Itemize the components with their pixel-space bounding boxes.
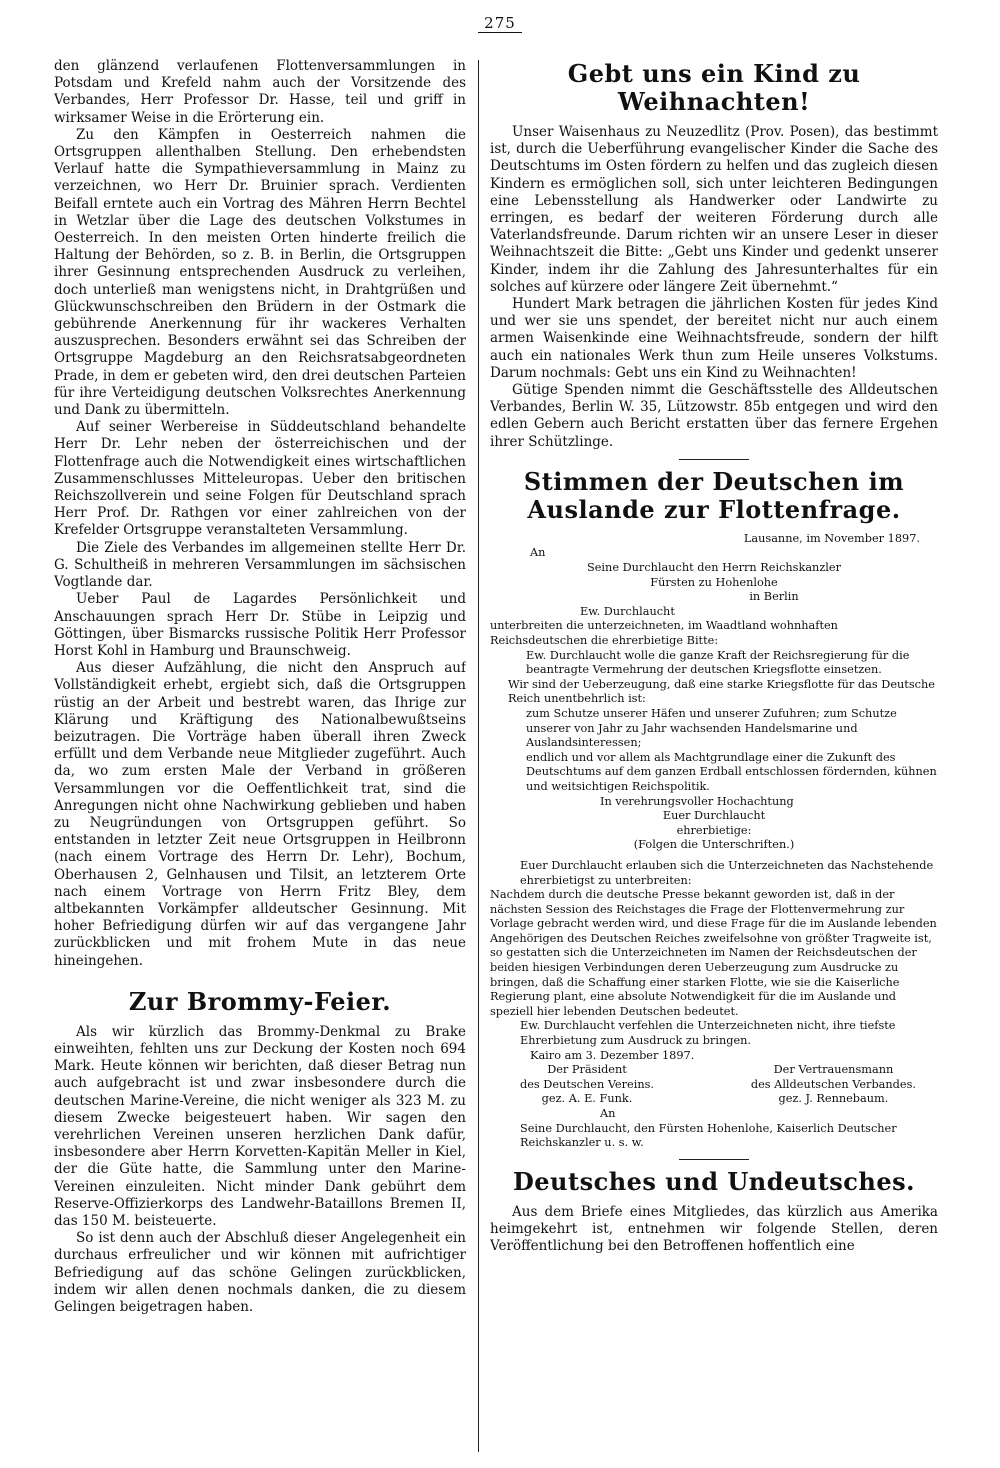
letter-date: Kairo am 3. Dezember 1897. — [530, 1048, 695, 1062]
letter-body: Nachdem durch die deutsche Presse bekannt geworden ist, daß in der nächsten Session des Reichstages die Frage der Flottenvermehrung zur Vorlage gebracht werden wird, und diese Frage für die im Auslande lebenden Angehörigen des Deutschen Reiches zweifelsohne von größter Tragweite ist, so gestatten sich die Unterzeichneten im Namen der Reichsdeutschen der beiden hiesigen Verbindungen deren Ueberzeugung zum Ausdrucke zu bringen, daß die Schaffung einer starken Flotte, wie sie die Kaiserliche Regierung plant, eine absolute Notwendigkeit für die im Auslande und speziell hier lebenden Deutschen bedeutet. — [490, 888, 937, 1018]
paragraph: Aus dem Briefe eines Mitgliedes, das kürzlich aus Amerika heimgekehrt ist, entnehmen wir folgende Stellen, deren Veröffentlichung bei den Betroffenen hoffentlich eine — [490, 1203, 938, 1255]
paragraph: Die Ziele des Verbandes im allgemeinen stellte Herr Dr. G. Schultheiß in mehreren Versammlungen im sächsischen Vogtlande dar. — [54, 539, 466, 591]
letter-closing: (Folgen die Unterschriften.) — [633, 838, 795, 852]
letter-an: An — [600, 1107, 616, 1121]
letter-place-date: Lausanne, im November 1897. — [743, 531, 920, 545]
paragraph: Aus dieser Aufzählung, die nicht den Anspruch auf Vollständigkeit erhebt, ergiebt sich, daß die Ortsgruppen rüstig an der Arbeit und bestrebt waren, das Ihrige zur Klärung und Kräftigung des Nationalbewußtseins beizutragen. Die Vorträge haben überall ihren Zweck erfüllt und dem Verbande neue Mitglieder zugeführt. Auch da, wo zum ersten Male der Verband in größeren Versammlungen vor die Oeffentlichkeit trat, sind die Anregungen nicht ohne Nachwirkung geblieben und haben zu Neugründungen von Ortsgruppen geführt. So entstanden in letzter Zeit neue Ortsgruppen in Heilbronn (nach einem Vortrage des Herrn Dr. Lehr), Bochum, Oberhausen 2, Gelnhausen und Tilsit, an letzterem Orte nach einem Vortrage von Herrn Fritz Bley, dem altbekannten Vorkämpfer alldeutscher Gesinnung. Mit hoher Befriedigung dürfen wir auf das vergangene Jahr zurückblicken und mit frohem Mute in das neue hineingehen. — [54, 660, 466, 969]
letter-closing: ehrerbietige: — [676, 823, 752, 837]
right-column — [490, 58, 938, 1454]
letter-request: Ew. Durchlaucht wolle die ganze Kraft der Reichsregierung für die beantragte Vermehrung der deutschen Kriegsflotte einsetzen. — [526, 648, 910, 677]
letter-closing: Euer Durchlaucht — [662, 809, 766, 823]
column-rule — [478, 60, 479, 1452]
letter-point: endlich und vor allem als Machtgrundlage einer die Zukunft des Deutschtums auf dem ganzen Erdball entschlossen fördernden, kühnen und weitsichtigen Reichspolitik. — [526, 750, 937, 793]
article-title-deutsches: Deutsches und Undeutsches. — [512, 1166, 916, 1196]
signature-line: gez. J. Rennebaum. — [778, 1092, 889, 1106]
letter-salutation: Ew. Durchlaucht — [580, 604, 675, 618]
article-title-brommy: Zur Brommy-Feier. — [128, 986, 392, 1016]
section-divider — [679, 1159, 749, 1160]
letter-point: zum Schutze unserer Häfen und unserer Zufuhren; zum Schutze unserer von Jahr zu Jahr wachsenden Handelsmarine und Auslandsinteressen; — [526, 706, 897, 750]
signature-line: des Alldeutschen Verbandes. — [750, 1077, 916, 1091]
letter-address: in Berlin — [749, 590, 799, 604]
signature-left — [520, 1063, 654, 1107]
paragraph: den glänzend verlaufenen Flottenversammlungen in Potsdam und Krefeld nahm auch der Vorsitzende des Verbandes, Herr Professor Dr. Hasse, teil und griff in wirksamer Weise in die Erörterung ein. — [54, 58, 466, 126]
letter-intro: Euer Durchlaucht erlauben sich die Unterzeichneten das Nachstehende ehrerbietigst zu unterbreiten: — [520, 858, 934, 887]
paragraph: Hundert Mark betragen die jährlichen Kosten für jedes Kind und wer sie uns spendet, der bereitet nicht nur auch einem armen Waisenkinde eine Weihnachtsfreude, sondern der hilft auch ein nationales Werk thun zum Heile unseres Volkstums. Darum nochmals: Gebt uns ein Kind zu Weihnachten! — [490, 296, 938, 381]
article-title-stimmen: Stimmen der Deutschen im Auslande zur Flottenfrage. — [523, 466, 905, 524]
signature-line: des Deutschen Vereins. — [520, 1077, 654, 1091]
letter-conviction: Wir sind der Ueberzeugung, daß eine starke Kriegsflotte für das Deutsche Reich unentbehrlich ist: — [508, 677, 935, 706]
letter-kairo — [490, 859, 938, 1151]
signature-line: Der Präsident — [547, 1063, 627, 1077]
paragraph: So ist denn auch der Abschluß dieser Angelegenheit ein durchaus erfreulicher und wir können mit aufrichtiger Befriedigung auf das schöne Gelingen zurückblicken, indem wir allen denen nochmals danken, die zu diesem Gelingen beigetragen haben. — [54, 1230, 466, 1316]
signature-row — [490, 1063, 938, 1107]
letter-address: Fürsten zu Hohenlohe — [650, 575, 778, 589]
letter-intro: unterbreiten die unterzeichneten, im Waadtland wohnhaften Reichsdeutschen die ehrerbietige Bitte: — [490, 619, 838, 648]
letter-an: An — [530, 546, 546, 560]
paragraph: Unser Waisenhaus zu Neuzedlitz (Prov. Posen), das bestimmt ist, durch die Ueberführung evangelischer Kinder die Sache des Deutschtums im Osten fördern zu helfen und das zugleich diesen Kindern es ermöglichen soll, sich unter leichteren Bedingungen eine Lebensstellung als Handwerker oder Landwirte zu erringen, es bedarf der weiteren Förderung durch alle Vaterlandsfreunde. Darum richten wir an unsere Leser in dieser Weihnachtszeit die Bitte: „Gebt uns Kinder und gedenkt unserer Kinder, indem ihr die Zahlung des Jahresunterhaltes für ein solches auf kürzere oder längere Zeit übernehmt.“ — [490, 124, 938, 295]
article-title-weihnachten: Gebt uns ein Kind zu Weihnachten! — [567, 59, 861, 116]
letter-address: Seine Durchlaucht, den Fürsten Hohenlohe, Kaiserlich Deutscher Reichskanzler u. s. w. — [520, 1121, 897, 1150]
signature-line: gez. A. E. Funk. — [541, 1092, 633, 1106]
signature-line: Der Vertrauensmann — [773, 1063, 894, 1077]
signature-right — [751, 1063, 916, 1107]
paragraph: Zu den Kämpfen in Oesterreich nahmen die Ortsgruppen allenthalben Stellung. Den erhebendsten Verlauf hatte die Sympathieversammlung in Mainz zu verzeichnen, wo Herr Dr. Bruinier sprach. Verdienten Beifall erntete auch ein Vortrag des Mähren Herrn Bechtel in Wetzlar über die Lage des deutschen Volkstumes in Oesterreich. In den meisten Orten hinderte freilich die Haltung der Behörden, so z. B. in Berlin, die Ortsgruppen ihrer Gesinnung entsprechenden Ausdruck zu verleihen, doch unterließ man wenigstens nicht, in Drahtgrüßen und Glückwunschschreiben den Brüdern in der Ostmark die gebührende Anerkennung für ihr wackeres Verhalten auszusprechen. Besonders erwähnt sei das Schreiben der Ortsgruppe Magdeburg an den Reichsratsabgeordneten Prade, in dem er gebeten wird, den drei deutschen Parteien für ihre Verteidigung deutschen Volksrechtes Anerkennung und Dank zu übermitteln. — [54, 126, 466, 419]
section-divider — [679, 459, 749, 460]
paragraph: Als wir kürzlich das Brommy-Denkmal zu Brake einweihten, fehlten uns zur Deckung der Kosten noch 694 Mark. Heute können wir berichten, daß dieser Betrag nun auch aufgebracht ist und zwar insbesondere durch die deutschen Marine-Vereine, die nicht weniger als 323 M. zu diesem Zwecke beigesteuert haben. Wir sagen den verehrlichen Vereinen unseren herzlichen Dank dafür, insbesondere aber Herrn Korvetten-Kapitän Meller in Kiel, der die Güte hatte, die Sammlung unter den Marine-Vereinen einzuleiten. Nicht minder Dank gebührt dem Reserve-Offizierkorps des Landwehr-Bataillons Bremen II, das 150 M. beisteuerte. — [54, 1023, 466, 1229]
paragraph: Auf seiner Werbereise in Süddeutschland behandelte Herr Dr. Lehr neben der österreichischen und der Flottenfrage auch die Notwendigkeit eines wirtschaftlichen Zusammenschlusses Mitteleuropas. Ueber den britischen Reichszollverein und seine Folgen für Deutschland sprach Herr Prof. Dr. Rathgen vor einer zahlreichen von der Krefelder Ortsgruppe veranstalteten Versammlung. — [54, 419, 466, 539]
paragraph: Ueber Paul de Lagardes Persönlichkeit und Anschauungen sprach Herr Dr. Stübe in Leipzig und Göttingen, über Bismarcks russische Politik Herr Professor Horst Kohl in Hamburg und Braunschweig. — [54, 591, 466, 659]
page-number-text: 275 — [478, 14, 522, 33]
left-column — [54, 58, 466, 1454]
page-number — [0, 14, 1000, 32]
letter-address: Seine Durchlaucht den Herrn Reichskanzler — [587, 561, 841, 575]
letter-lausanne — [490, 532, 938, 853]
paragraph: Gütige Spenden nimmt die Geschäftsstelle des Alldeutschen Verbandes, Berlin W. 35, Lützowstr. 85b entgegen und wird den edlen Gebern auch Bericht erstatten über das fernere Ergehen ihrer Schützlinge. — [490, 382, 938, 450]
letter-closing: In verehrungsvoller Hochachtung — [600, 794, 794, 808]
letter-closing: Ew. Durchlaucht verfehlen die Unterzeichneten nicht, ihre tiefste Ehrerbietung zum Ausdruck zu bringen. — [520, 1019, 896, 1048]
